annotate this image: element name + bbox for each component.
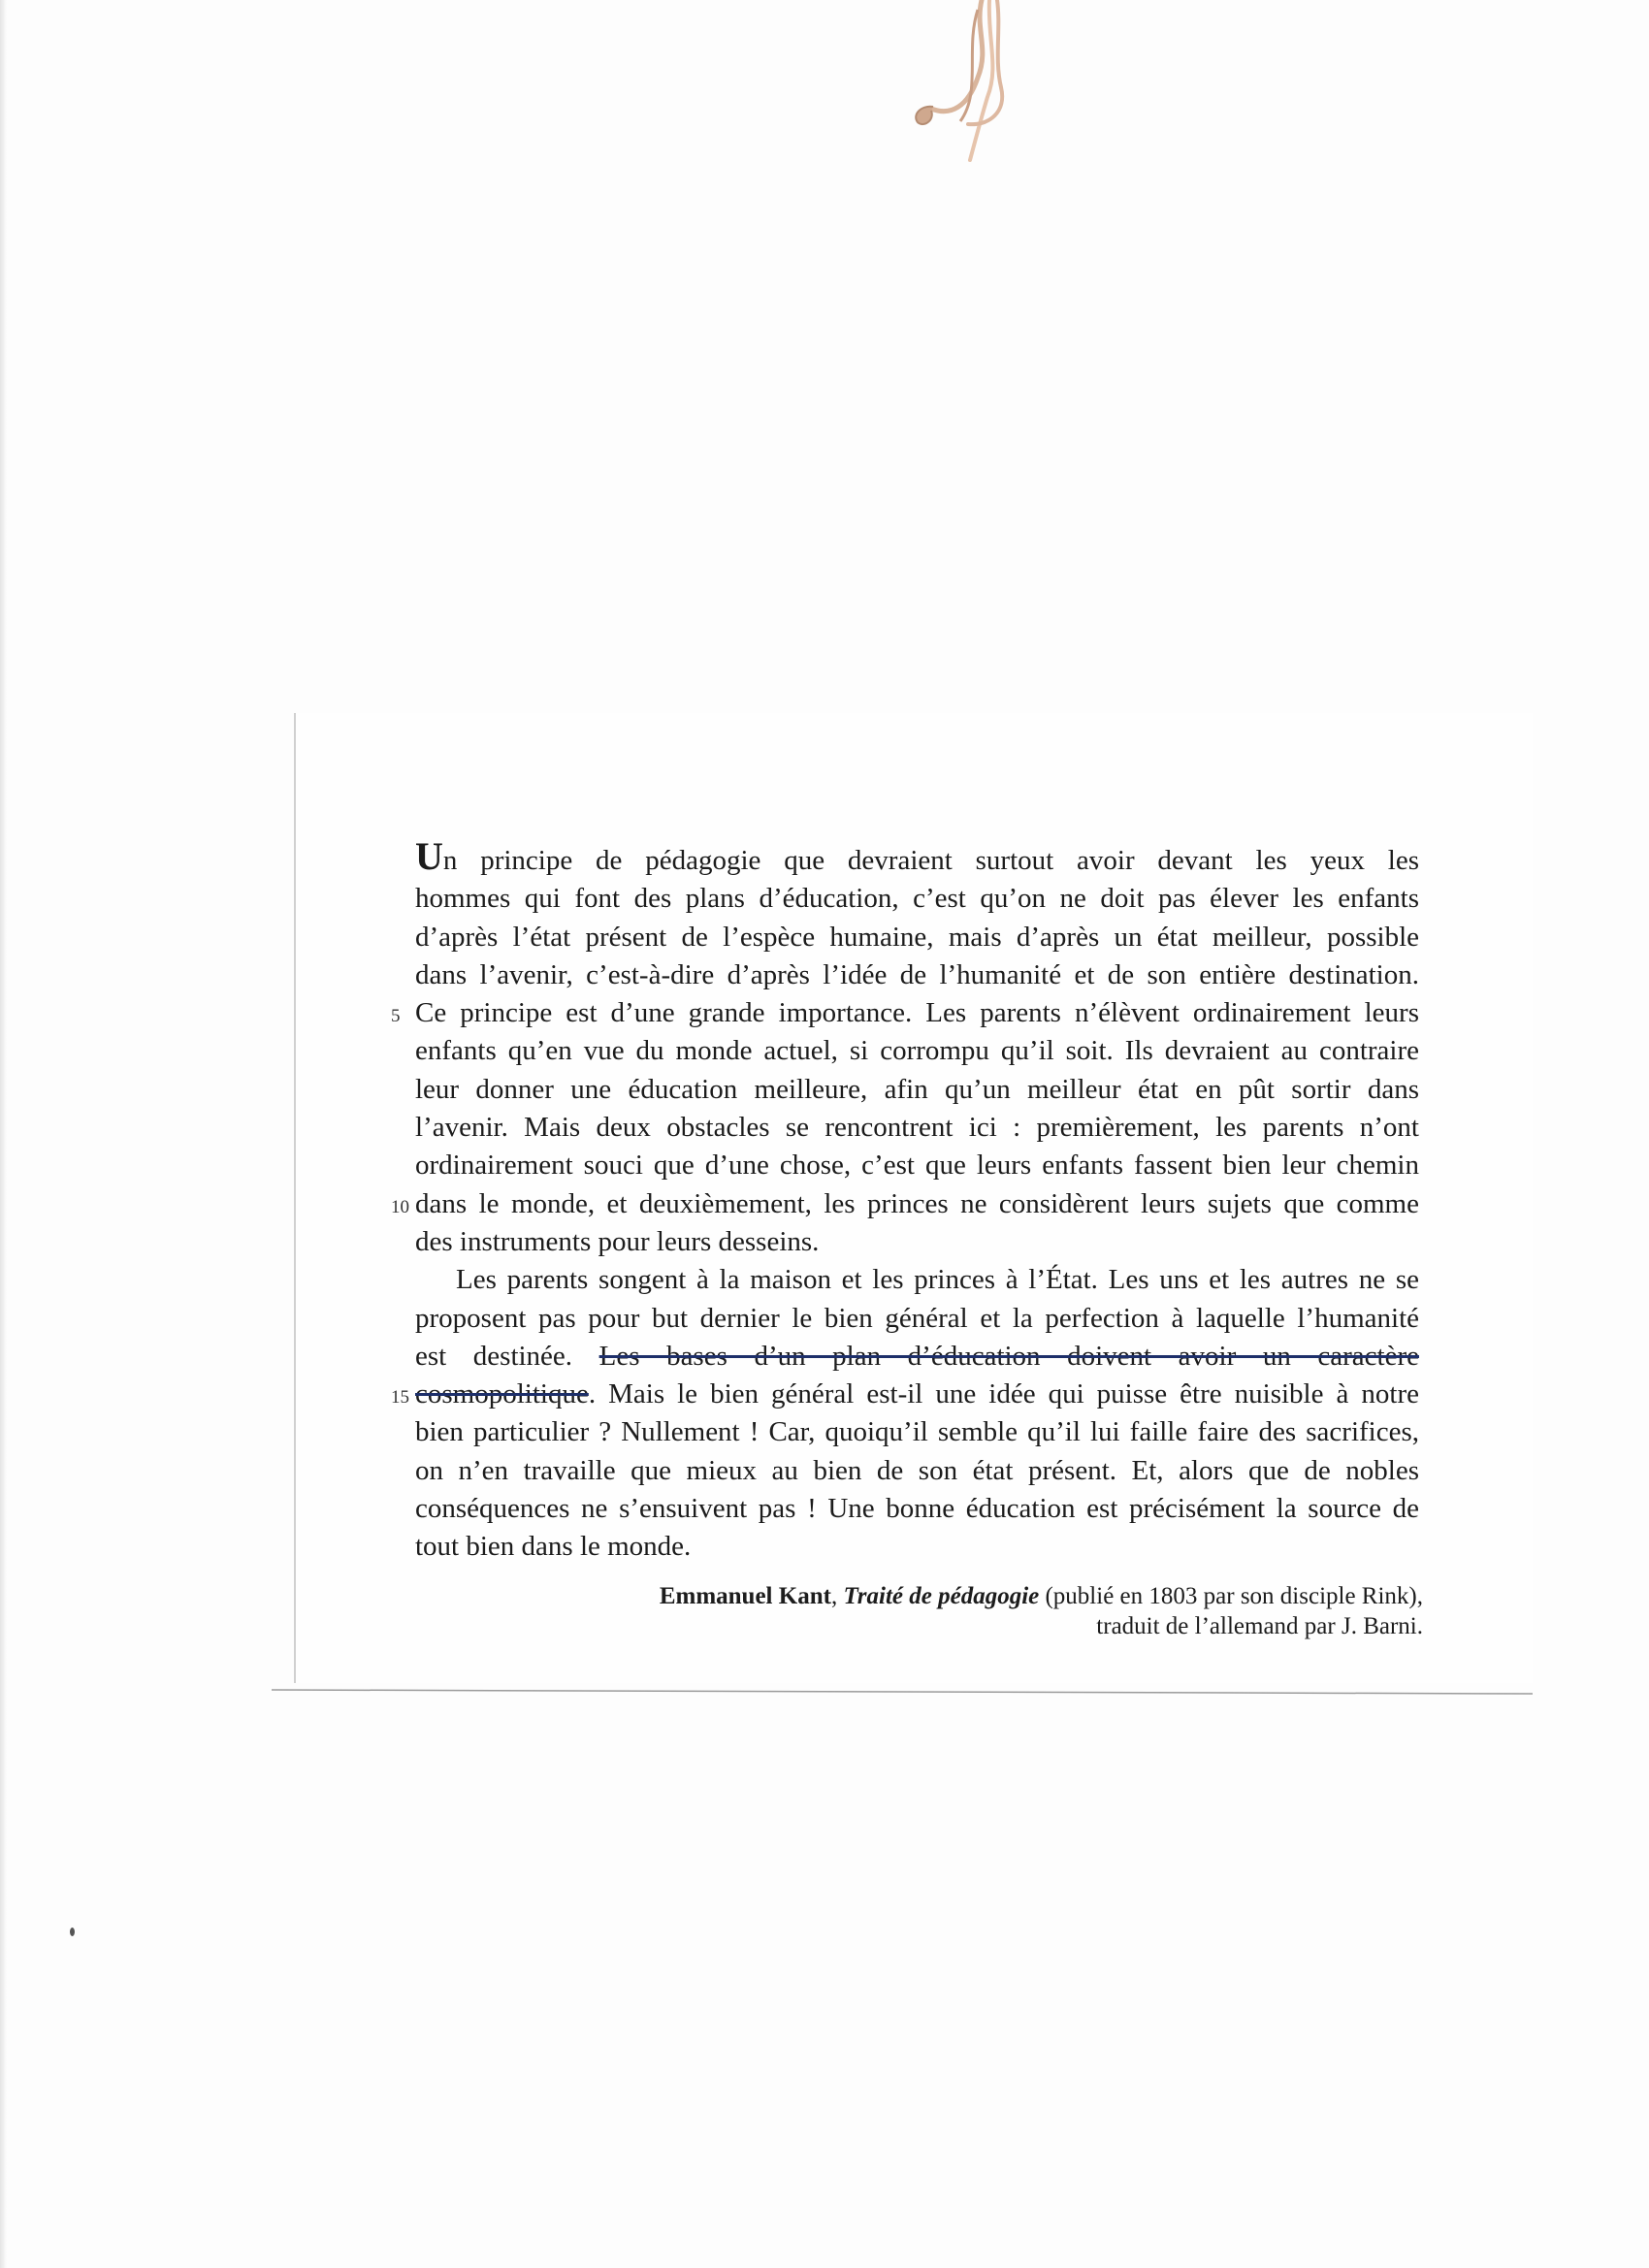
text-line: proposent pas pour but dernier le bien général et la perfection à laquelle l’humanité [415, 1302, 1419, 1334]
text-line: bien particulier ? Nullement ! Car, quoiqu’il semble qu’il lui faille faire des sacrifices, [415, 1416, 1419, 1448]
line-number: 15 [391, 1387, 409, 1409]
citation-work-title: Traité de pédagogie [843, 1583, 1040, 1609]
struck-through-text: Les bases d’un plan d’éducation doivent avoir un caractère [598, 1340, 1419, 1372]
text-line: hommes qui font des plans d’éducation, c’est qu’on ne doit pas élever les enfants [415, 883, 1419, 915]
citation-line: Emmanuel Kant, Traité de pédagogie (publié en 1803 par son disciple Rink), [659, 1583, 1423, 1609]
citation-details: (publié en 1803 par son disciple Rink), [1045, 1583, 1423, 1609]
text-line: on n’en travaille que mieux au bien de son état présent. Et, alors que de nobles [415, 1454, 1419, 1486]
text-line: enfants qu’en vue du monde actuel, si corrompu qu’il soit. Ils devraient au contraire [415, 1035, 1419, 1067]
text-line: Un principe de pédagogie que devraient surtout avoir devant les yeux les [415, 834, 1419, 878]
clipping-bottom-edge [272, 1688, 1533, 1696]
citation-author: Emmanuel Kant [659, 1583, 831, 1609]
scan-edge [0, 0, 7, 2268]
text-line: 15 cosmopolitique. Mais le bien général est-il une idée qui puisse être nuisible à notre [415, 1376, 1419, 1413]
text-line: d’après l’état présent de l’espèce humaine, mais d’après un état meilleur, possible [415, 921, 1419, 953]
text-line: conséquences ne s’ensuivent pas ! Une bonne éducation est précisément la source de [415, 1493, 1419, 1525]
text-line: Les parents songent à la maison et les princes à l’État. Les uns et les autres ne se [456, 1264, 1419, 1296]
text-line: dans l’avenir, c’est-à-dire d’après l’idée de l’humanité et de son entière destination. [415, 958, 1419, 990]
source-citation [550, 1581, 1423, 1641]
text-line: est destinée. Les bases d’un plan d’éducation doivent avoir un caractère [415, 1340, 1419, 1372]
text-line: tout bien dans le monde. [415, 1531, 692, 1563]
drop-cap: U [415, 834, 443, 878]
text-line: des instruments pour leurs desseins. [415, 1225, 820, 1257]
text-line: 5 Ce principe est d’une grande importance. Les parents n’élèvent ordinairement leurs [415, 994, 1419, 1032]
text-line: ordinairement souci que d’une chose, c’est que leurs enfants fassent bien leur chemin [415, 1150, 1419, 1182]
text-line: 10 dans le monde, et deuxièmement, les princes ne considèrent leurs sujets que comme [415, 1185, 1419, 1223]
line-number: 10 [391, 1196, 409, 1217]
text-line: leur donner une éducation meilleure, afin qu’un meilleur état en pût sortir dans [415, 1073, 1419, 1105]
citation-translation: traduit de l’allemand par J. Barni. [1096, 1613, 1423, 1639]
struck-through-text: cosmopolitique [415, 1378, 589, 1410]
scan-speck [70, 1928, 75, 1936]
text-line: l’avenir. Mais deux obstacles se rencontrent ici : premièrement, les parents n’ont [415, 1112, 1419, 1144]
text-clipping [294, 713, 1533, 1683]
line-number: 5 [391, 1006, 401, 1027]
string-thread-image [873, 0, 1067, 184]
excerpt-text [391, 834, 1419, 1567]
